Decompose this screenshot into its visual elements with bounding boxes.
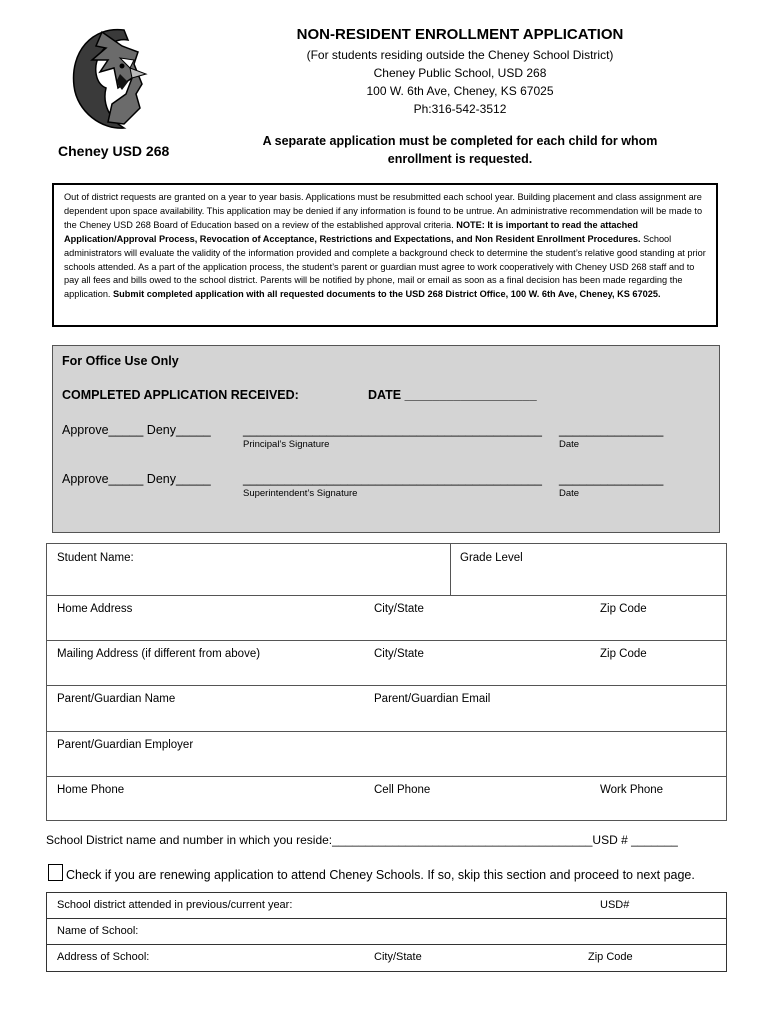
school-city-state-field[interactable]: City/State — [374, 951, 422, 963]
superintendent-date-line[interactable]: _______________ — [559, 472, 664, 486]
district-name: Cheney USD 268 — [58, 143, 170, 159]
page-title: NON-RESIDENT ENROLLMENT APPLICATION — [296, 26, 624, 43]
home-phone-field[interactable]: Home Phone — [57, 784, 125, 796]
previous-district-field[interactable]: School district attended in previous/current year: — [57, 899, 293, 911]
mailing-address-field[interactable]: Mailing Address (if different from above) — [57, 648, 261, 660]
school-address-field[interactable]: Address of School: — [57, 951, 150, 963]
superintendent-signature-line[interactable]: ___________________________________________ — [243, 472, 542, 486]
row-divider — [47, 944, 726, 945]
row-divider — [47, 731, 726, 732]
school-address: 100 W. 6th Ave, Cheney, KS 67025 — [366, 84, 554, 98]
grade-level-field[interactable]: Grade Level — [460, 552, 523, 564]
row-divider — [47, 918, 726, 919]
mailing-zip-field[interactable]: Zip Code — [600, 648, 647, 660]
guardian-employer-field[interactable]: Parent/Guardian Employer — [57, 739, 194, 751]
policy-note: NOTE: It is important to read the attached Application/Approval Process, Revocation of Acceptance, Restrictions and Expectations, and Non Resident Enrollment Procedures. — [64, 219, 641, 244]
principal-signature-label: Principal’s Signature — [243, 439, 330, 450]
home-address-field[interactable]: Home Address — [57, 603, 133, 615]
principal-approve-deny[interactable]: Approve_____ Deny_____ — [62, 423, 211, 437]
cell-phone-field[interactable]: Cell Phone — [374, 784, 431, 796]
policy-submit: Submit completed application with all requested documents to the USD 268 District Office, 100 W. 6th Ave, Cheney, KS 67025. — [113, 289, 661, 300]
principal-signature-line[interactable]: ___________________________________________ — [243, 423, 542, 437]
school-phone: Ph:316-542-3512 — [413, 102, 507, 116]
row-divider — [47, 640, 726, 641]
student-name-field[interactable]: Student Name: — [57, 552, 134, 564]
work-phone-field[interactable]: Work Phone — [600, 784, 664, 796]
principal-date-label: Date — [559, 439, 580, 450]
received-date-field[interactable]: DATE ___________________ — [368, 388, 537, 402]
cardinal-logo — [62, 24, 152, 134]
row-divider — [47, 776, 726, 777]
school-zip-field[interactable]: Zip Code — [588, 951, 633, 963]
school-name: Cheney Public School, USD 268 — [373, 66, 547, 80]
column-divider — [450, 544, 451, 595]
student-info-form — [46, 543, 727, 821]
superintendent-approve-deny[interactable]: Approve_____ Deny_____ — [62, 472, 211, 486]
school-name-field[interactable]: Name of School: — [57, 925, 139, 937]
policy-text-start: Out of district requests are granted on a year to year basis. Applications must be resubmitted each school year. Building placement and class assignment are dependent upon space availability. This application may be denied if any information is found to be untrue. An administrative recommendation will be made to the Cheney USD 268 Board of Education based on a review of the established approval criteria. — [64, 192, 703, 230]
subtitle: (For students residing outside the Cheney School District) — [306, 48, 614, 62]
office-heading: For Office Use Only — [62, 354, 179, 368]
separate-application-notice: A separate application must be completed for each child for whom enrollment is requested. — [262, 134, 658, 166]
superintendent-date-label: Date — [559, 488, 580, 499]
mailing-city-state-field[interactable]: City/State — [374, 648, 424, 660]
renewal-checkbox[interactable] — [48, 864, 63, 881]
principal-date-line[interactable]: _______________ — [559, 423, 664, 437]
renewal-label: Check if you are renewing application to attend Cheney Schools. If so, skip this section and proceed to next page. — [66, 868, 695, 882]
guardian-email-field[interactable]: Parent/Guardian Email — [374, 693, 491, 705]
row-divider — [47, 685, 726, 686]
policy-box — [52, 183, 718, 327]
guardian-name-field[interactable]: Parent/Guardian Name — [57, 693, 176, 705]
home-zip-field[interactable]: Zip Code — [600, 603, 647, 615]
previous-school-form — [46, 892, 727, 972]
office-use-box — [52, 345, 720, 533]
policy-text-mid: School administrators will evaluate the validity of the information provided and complete a background check to determine the student’s relative good standing at prior schools attended. As a part of the application process, the student’s parent or guardian must agree to work cooperatively with Cheney USD 268 staff and to pay all fees and bills owed to the school district. Parents will be notified by phone, mail or email as soon as a final decision has been made regarding the application. — [64, 233, 706, 300]
superintendent-signature-label: Superintendent’s Signature — [243, 488, 358, 499]
application-received-label: COMPLETED APPLICATION RECEIVED: — [62, 388, 299, 402]
residence-district-field[interactable]: School District name and number in which you reside:_______________________________________USD # _______ — [46, 833, 678, 847]
home-city-state-field[interactable]: City/State — [374, 603, 424, 615]
previous-usd-field[interactable]: USD# — [600, 899, 630, 911]
row-divider — [47, 595, 726, 596]
